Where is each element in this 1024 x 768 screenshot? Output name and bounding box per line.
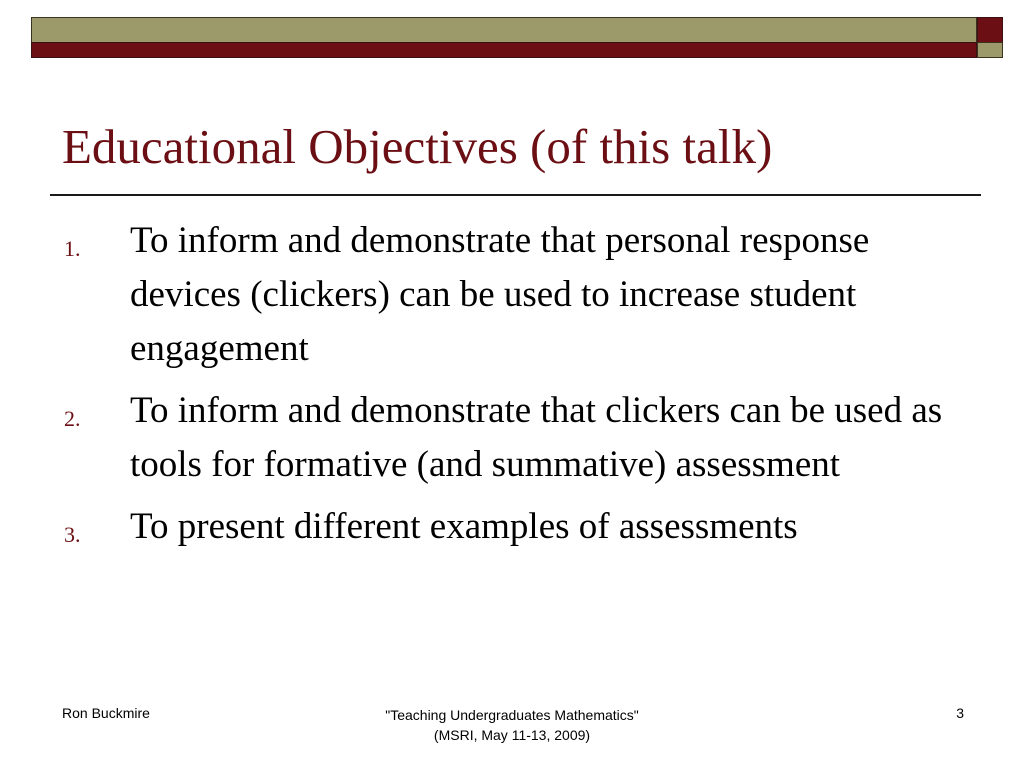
header-maroon-square <box>977 17 1003 43</box>
objective-item-3 <box>0 500 1024 554</box>
objective-text-2: To inform and demonstrate that clickers can be used as tools for formative (and summative) assessment <box>130 390 943 485</box>
footer-event <box>312 705 712 745</box>
objective-item-2 <box>0 384 1024 492</box>
header-olive-square <box>977 42 1003 58</box>
title-divider <box>50 194 981 196</box>
slide-page-number: 3 <box>956 705 964 721</box>
slide-title: Educational Objectives (of this talk) <box>62 119 773 174</box>
objective-text-3: To present different examples of assessments <box>130 506 798 547</box>
objectives-list <box>0 214 1024 562</box>
objective-number-1: 1. <box>64 236 81 261</box>
footer-event-line-2: (MSRI, May 11-13, 2009) <box>433 727 591 743</box>
objective-number-2: 2. <box>64 406 81 431</box>
objective-item-1 <box>0 214 1024 376</box>
footer-author: Ron Buckmire <box>62 705 150 721</box>
footer-event-line-1: "Teaching Undergraduates Mathematics" <box>385 707 639 723</box>
objective-number-3: 3. <box>64 522 81 547</box>
header-maroon-bar <box>31 42 977 58</box>
objective-text-1: To inform and demonstrate that personal response devices (clickers) can be used to increase student engagement <box>130 220 870 369</box>
header-olive-bar <box>31 17 977 43</box>
